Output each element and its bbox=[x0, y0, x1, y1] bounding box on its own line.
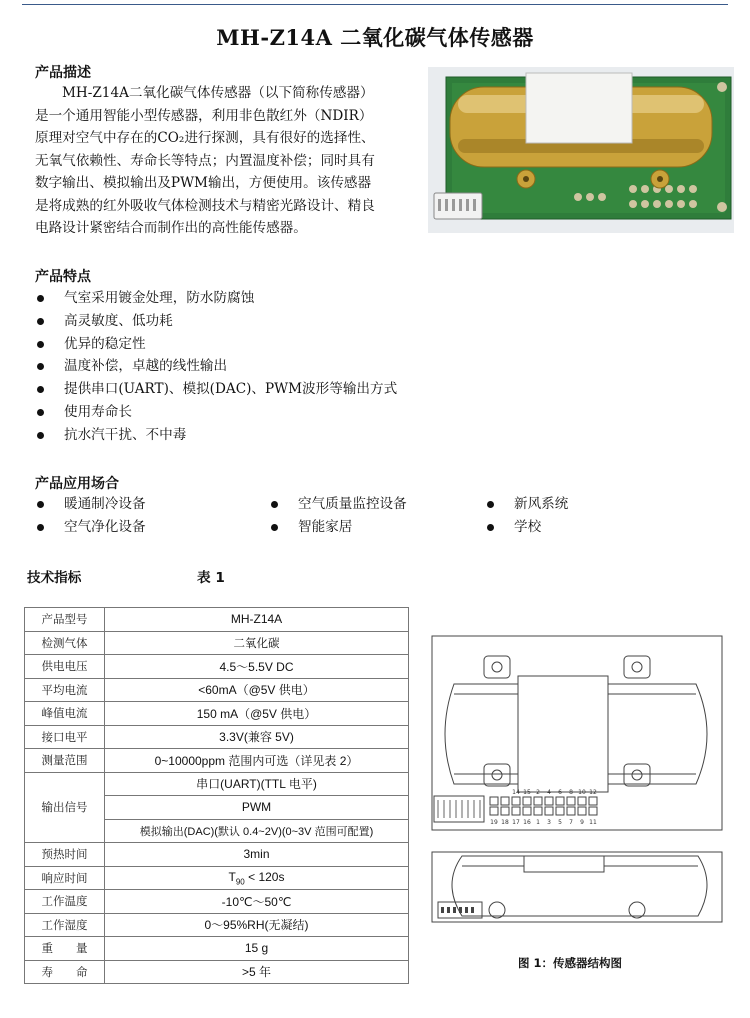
spec-value: 150 mA（@5V 供电） bbox=[105, 702, 409, 726]
pin-label: 3 bbox=[547, 819, 551, 826]
spec-key: 响应时间 bbox=[25, 866, 105, 890]
list-item: 智能家居 bbox=[269, 516, 407, 539]
table-row bbox=[25, 655, 409, 679]
bullet-icon bbox=[487, 524, 494, 531]
structure-drawing bbox=[428, 634, 734, 936]
pin-pad bbox=[567, 807, 575, 815]
list-item: 空气质量监控设备 bbox=[269, 493, 407, 516]
applications-heading: 产品应用场合 bbox=[35, 476, 119, 492]
bullet-icon bbox=[271, 501, 278, 508]
spec-value: 0～95%RH(无凝结) bbox=[105, 913, 409, 937]
spec-value: <60mA（@5V 供电） bbox=[105, 678, 409, 702]
pin-pad bbox=[534, 797, 542, 805]
bullet-icon bbox=[37, 386, 44, 393]
spec-key: 平均电流 bbox=[25, 678, 105, 702]
table-row bbox=[25, 843, 409, 867]
pin-label: 18 bbox=[501, 819, 509, 826]
spec-value: 二氧化碳 bbox=[105, 631, 409, 655]
pin-pad bbox=[578, 807, 586, 815]
table-row bbox=[25, 937, 409, 961]
applications-col-1 bbox=[35, 493, 146, 539]
list-item: 空气净化设备 bbox=[35, 516, 146, 539]
pin-pad bbox=[567, 797, 575, 805]
description-text bbox=[35, 82, 420, 240]
spec-key: 检测气体 bbox=[25, 631, 105, 655]
pin-pad bbox=[512, 807, 520, 815]
spec-value: 0~10000ppm 范围内可选（详见表 2） bbox=[105, 749, 409, 773]
pin-label: 9 bbox=[580, 819, 584, 826]
description-line: 是将成熟的红外吸收气体检测技术与精密光路设计、精良 bbox=[35, 197, 375, 214]
pin-label: 7 bbox=[569, 819, 573, 826]
table-row bbox=[25, 749, 409, 773]
list-item: 暖通制冷设备 bbox=[35, 493, 146, 516]
bullet-icon bbox=[37, 295, 44, 302]
sensor-photo bbox=[428, 67, 734, 233]
description-line: 是一个通用智能小型传感器，利用非色散红外（NDIR） bbox=[35, 107, 373, 124]
pin-label: 17 bbox=[512, 819, 520, 826]
list-item: 抗水汽干扰、不中毒 bbox=[35, 424, 397, 447]
spec-key: 供电电压 bbox=[25, 655, 105, 679]
table-row bbox=[25, 960, 409, 984]
pin-pad bbox=[545, 807, 553, 815]
list-item: 温度补偿，卓越的线性输出 bbox=[35, 355, 397, 378]
spec-key: 工作湿度 bbox=[25, 913, 105, 937]
table-row bbox=[25, 678, 409, 702]
pin-pad bbox=[589, 797, 597, 805]
pin-label: 8 bbox=[569, 789, 573, 796]
list-item: 提供串口(UART)、模拟(DAC)、PWM波形等输出方式 bbox=[35, 378, 397, 401]
table-row bbox=[25, 725, 409, 749]
list-item: 高灵敏度、低功耗 bbox=[35, 310, 397, 333]
spec-table bbox=[24, 607, 409, 984]
applications-col-3 bbox=[485, 493, 568, 539]
description-heading: 产品描述 bbox=[35, 65, 91, 81]
spec-value: 模拟输出(DAC)(默认 0.4~2V)(0~3V 范围可配置) bbox=[105, 819, 409, 843]
spec-value: 串口(UART)(TTL 电平) bbox=[105, 772, 409, 796]
bullet-icon bbox=[271, 524, 278, 531]
bullet-icon bbox=[37, 341, 44, 348]
table-row bbox=[25, 772, 409, 796]
spec-key: 接口电平 bbox=[25, 725, 105, 749]
spec-value: 3min bbox=[105, 843, 409, 867]
table-label: 表 1 bbox=[197, 570, 225, 586]
bullet-icon bbox=[37, 432, 44, 439]
bullet-icon bbox=[37, 318, 44, 325]
pin-pad bbox=[523, 807, 531, 815]
pin-label: 5 bbox=[558, 819, 562, 826]
pin-label: 12 bbox=[589, 789, 597, 796]
spec-value: 15 g bbox=[105, 937, 409, 961]
pin-pad bbox=[490, 797, 498, 805]
bullet-icon bbox=[37, 524, 44, 531]
spec-value: -10℃～50℃ bbox=[105, 890, 409, 914]
bullet-icon bbox=[487, 501, 494, 508]
pin-label: 15 bbox=[523, 789, 531, 796]
spec-value: MH-Z14A bbox=[105, 608, 409, 632]
list-item: 学校 bbox=[485, 516, 568, 539]
pin-pad bbox=[534, 807, 542, 815]
spec-value: 4.5～5.5V DC bbox=[105, 655, 409, 679]
pin-label: 6 bbox=[558, 789, 562, 796]
spec-key: 输出信号 bbox=[25, 772, 105, 843]
pin-label: 16 bbox=[523, 819, 531, 826]
spec-value: >5 年 bbox=[105, 960, 409, 984]
spec-value: $T_{90} < 120s$ bbox=[105, 866, 409, 890]
spec-key: 重 量 bbox=[25, 937, 105, 961]
spec-key: 产品型号 bbox=[25, 608, 105, 632]
bullet-icon bbox=[37, 501, 44, 508]
pin-pad bbox=[501, 807, 509, 815]
list-item: 新风系统 bbox=[485, 493, 568, 516]
pin-pad bbox=[523, 797, 531, 805]
figure-caption: 图 1：传感器结构图 bbox=[518, 956, 623, 970]
description-line: 无氧气依赖性、寿命长等特点；内置温度补偿；同时具有 bbox=[35, 152, 375, 169]
pin-label: 11 bbox=[589, 819, 597, 826]
list-item: 气室采用镀金处理，防水防腐蚀 bbox=[35, 287, 397, 310]
spec-value: PWM bbox=[105, 796, 409, 820]
document-title: MH-Z14A 二氧化碳气体传感器 bbox=[216, 25, 534, 50]
spec-key: 预热时间 bbox=[25, 843, 105, 867]
features-heading: 产品特点 bbox=[35, 269, 91, 285]
features-list bbox=[35, 287, 397, 447]
pin-pad bbox=[545, 797, 553, 805]
table-row bbox=[25, 866, 409, 890]
pin-pad bbox=[589, 807, 597, 815]
description-line: MH-Z14A二氧化碳气体传感器（以下简称传感器） bbox=[62, 85, 374, 101]
pin-label: 4 bbox=[547, 789, 551, 796]
spec-key: 寿 命 bbox=[25, 960, 105, 984]
pin-label: 2 bbox=[536, 789, 540, 796]
table-row bbox=[25, 631, 409, 655]
pin-label: 14 bbox=[512, 789, 520, 796]
list-item: 优异的稳定性 bbox=[35, 333, 397, 356]
table-row bbox=[25, 702, 409, 726]
table-row bbox=[25, 890, 409, 914]
spec-key: 峰值电流 bbox=[25, 702, 105, 726]
pin-label: 1 bbox=[536, 819, 540, 826]
list-item: 使用寿命长 bbox=[35, 401, 397, 424]
table-row bbox=[25, 608, 409, 632]
pin-pad bbox=[501, 797, 509, 805]
pin-pad bbox=[512, 797, 520, 805]
applications-col-2 bbox=[269, 493, 407, 539]
specs-heading: 技术指标 bbox=[27, 570, 82, 586]
pin-pad bbox=[556, 807, 564, 815]
spec-value: 3.3V(兼容 5V) bbox=[105, 725, 409, 749]
spec-key: 测量范围 bbox=[25, 749, 105, 773]
spec-key: 工作温度 bbox=[25, 890, 105, 914]
pin-pad bbox=[490, 807, 498, 815]
table-row bbox=[25, 913, 409, 937]
pin-pad bbox=[578, 797, 586, 805]
pin-label: 10 bbox=[578, 789, 586, 796]
header-rule bbox=[22, 4, 728, 5]
bullet-icon bbox=[37, 409, 44, 416]
description-line: 电路设计紧密结合而制作出的高性能传感器。 bbox=[35, 220, 307, 236]
pin-label: 19 bbox=[490, 819, 498, 826]
description-line: 原理对空气中存在的CO₂进行探测，具有很好的选择性、 bbox=[35, 130, 375, 146]
description-line: 数字输出、模拟输出及PWM输出，方便使用。该传感器 bbox=[35, 175, 372, 191]
pin-pad bbox=[556, 797, 564, 805]
bullet-icon bbox=[37, 363, 44, 370]
